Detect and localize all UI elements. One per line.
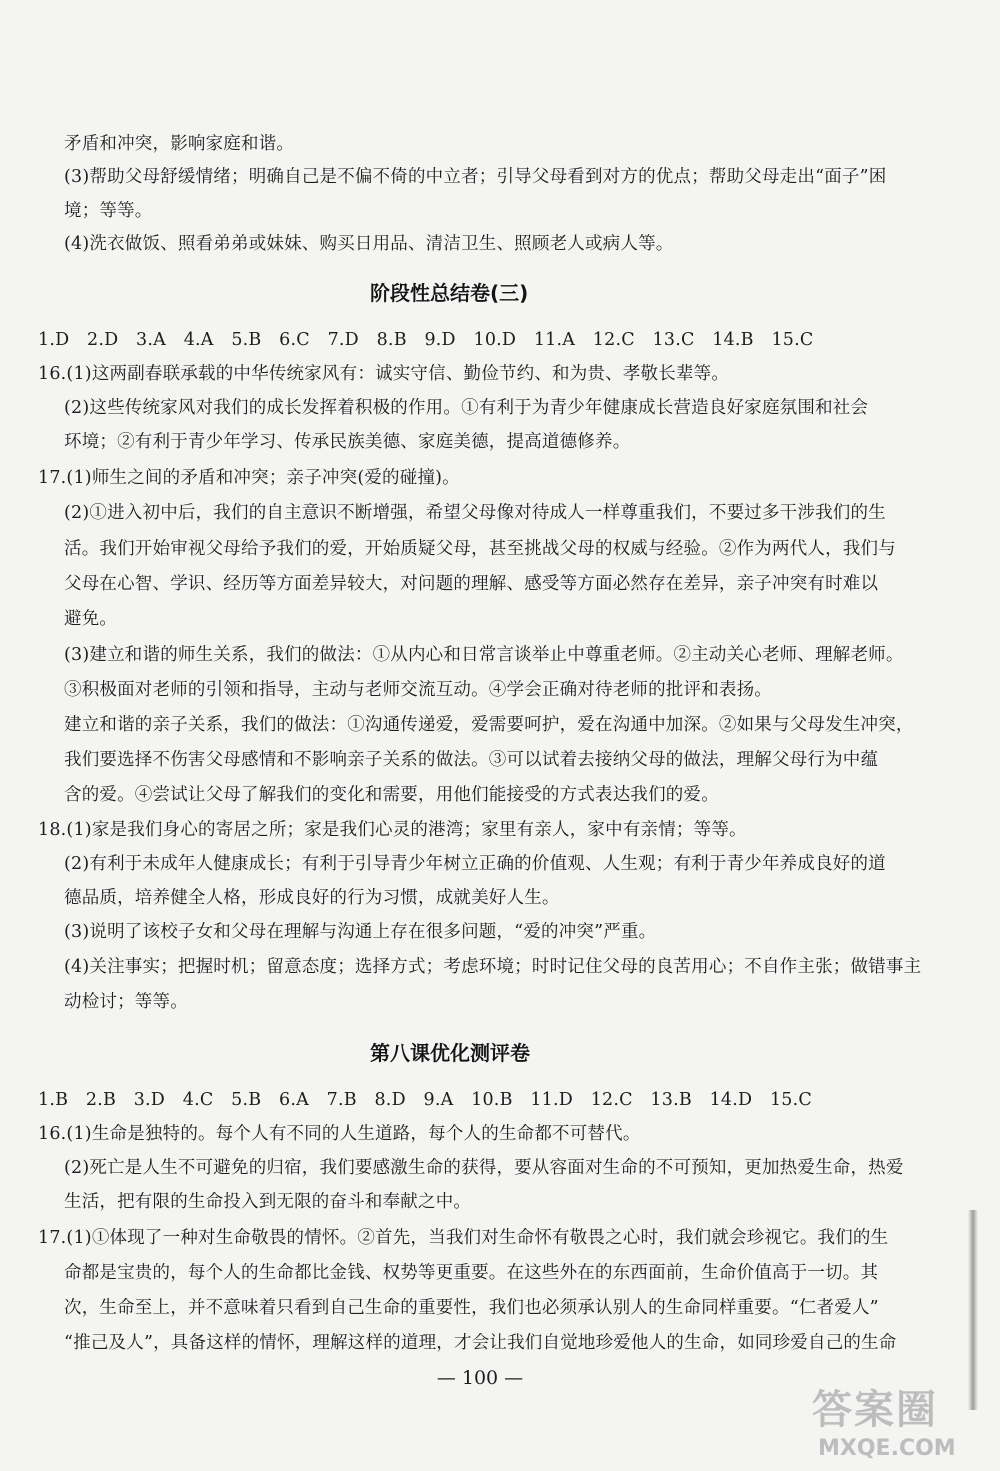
page-number: — 100 — — [436, 1367, 524, 1389]
watermark-logo — [800, 1378, 990, 1468]
text-line: 17.(1)师生之间的矛盾和冲突；亲子冲突(爱的碰撞)。 — [38, 468, 460, 488]
text-line: 活。我们开始审视父母给予我们的爱，开始质疑父母，甚至挑战父母的权威与经验。②作为两代人，我们与 — [64, 539, 896, 559]
answer-key: 1.B 2.B 3.D 4.C 5.B 6.A 7.B 8.D 9.A 10.B 11.D 12.C 13.B 14.D 15.C — [38, 1090, 812, 1110]
text-line: ③积极面对老师的引领和指导，主动与老师交流互动。④学会正确对待老师的批评和表扬。 — [64, 680, 772, 700]
text-line: (3)帮助父母舒缓情绪；明确自己是不偏不倚的中立者；引导父母看到对方的优点；帮助父母走出“面子”困 — [64, 167, 887, 187]
text-line: 含的爱。④尝试让父母了解我们的变化和需要，用他们能接受的方式表达我们的爱。 — [64, 785, 719, 805]
text-line: 德品质，培养健全人格，形成良好的行为习惯，成就美好人生。 — [64, 888, 560, 908]
text-line: 矛盾和冲突，影响家庭和谐。 — [64, 134, 295, 154]
watermark-url: MXQE.COM — [818, 1436, 956, 1461]
text-line: 动检讨；等等。 — [64, 992, 188, 1012]
answer-key: 1.D 2.D 3.A 4.A 5.B 6.C 7.D 8.B 9.D 10.D 11.A 12.C 13.C 14.B 15.C — [38, 330, 814, 350]
text-line: (2)这些传统家风对我们的成长发挥着积极的作用。①有利于为青少年健康成长营造良好家庭氛围和社会 — [64, 398, 869, 418]
text-line: “推己及人”，具备这样的情怀，理解这样的道理，才会让我们自觉地珍爱他人的生命，如同珍爱自己的生命 — [64, 1333, 897, 1353]
text-line: 建立和谐的亲子关系，我们的做法：①沟通传递爱，爱需要呵护，爱在沟通中加深。②如果与父母发生冲突， — [64, 715, 914, 735]
text-line: 18.(1)家是我们身心的寄居之所；家是我们心灵的港湾；家里有亲人，家中有亲情；等等。 — [38, 820, 747, 840]
section-title: 第八课优化测评卷 — [370, 1041, 530, 1065]
text-line: 17.(1)①体现了一种对生命敬畏的情怀。②首先，当我们对生命怀有敬畏之心时，我们就会珍视它。我们的生 — [38, 1228, 889, 1248]
watermark-logo-text: 答案圈 — [812, 1387, 938, 1433]
text-line: (4)洗衣做饭、照看弟弟或妹妹、购买日用品、清洁卫生、照顾老人或病人等。 — [64, 234, 674, 254]
text-line: 生活，把有限的生命投入到无限的奋斗和奉献之中。 — [64, 1192, 472, 1212]
text-line: 境；等等。 — [64, 201, 153, 221]
text-line: 环境；②有利于青少年学习、传承民族美德、家庭美德，提高道德修养。 — [64, 432, 631, 452]
text-line: 命都是宝贵的，每个人的生命都比金钱、权势等更重要。在这些外在的东西面前，生命价值高于一切。其 — [64, 1263, 879, 1283]
text-line: 父母在心智、学识、经历等方面差异较大，对问题的理解、感受等方面必然存在差异，亲子冲突有时难以 — [64, 574, 879, 594]
text-line: 16.(1)生命是独特的。每个人有不同的人生道路，每个人的生命都不可替代。 — [38, 1124, 641, 1144]
text-line: 16.(1)这两副春联承载的中华传统家风有：诚实守信、勤俭节约、和为贵、孝敬长辈等。 — [38, 364, 730, 384]
text-line: 避免。 — [64, 609, 118, 629]
text-line: 我们要选择不伤害父母感情和不影响亲子关系的做法。③可以试着去接纳父母的做法，理解父母行为中蕴 — [64, 750, 879, 770]
text-line: (3)建立和谐的师生关系，我们的做法：①从内心和日常言谈举止中尊重老师。②主动关心老师、理解老师。 — [64, 645, 904, 665]
section-title: 阶段性总结卷(三) — [370, 281, 529, 305]
text-line: (2)死亡是人生不可避免的归宿，我们要感激生命的获得，要从容面对生命的不可预知，更加热爱生命，热爱 — [64, 1158, 904, 1178]
text-line: (4)关注事实；把握时机；留意态度；选择方式；考虑环境；时时记住父母的良苦用心；不自作主张；做错事主 — [64, 957, 922, 977]
text-line: 次，生命至上，并不意味着只看到自己生命的重要性，我们也必须承认别人的生命同样重要。“仁者爱人” — [64, 1298, 879, 1318]
text-line: (3)说明了该校子女和父母在理解与沟通上存在很多问题，“爱的冲突”严重。 — [64, 922, 657, 942]
text-line: (2)有利于未成年人健康成长；有利于引导青少年树立正确的价值观、人生观；有利于青少年养成良好的道 — [64, 854, 886, 874]
text-line: (2)①进入初中后，我们的自主意识不断增强，希望父母像对待成人一样尊重我们，不要过多干涉我们的生 — [64, 503, 886, 523]
